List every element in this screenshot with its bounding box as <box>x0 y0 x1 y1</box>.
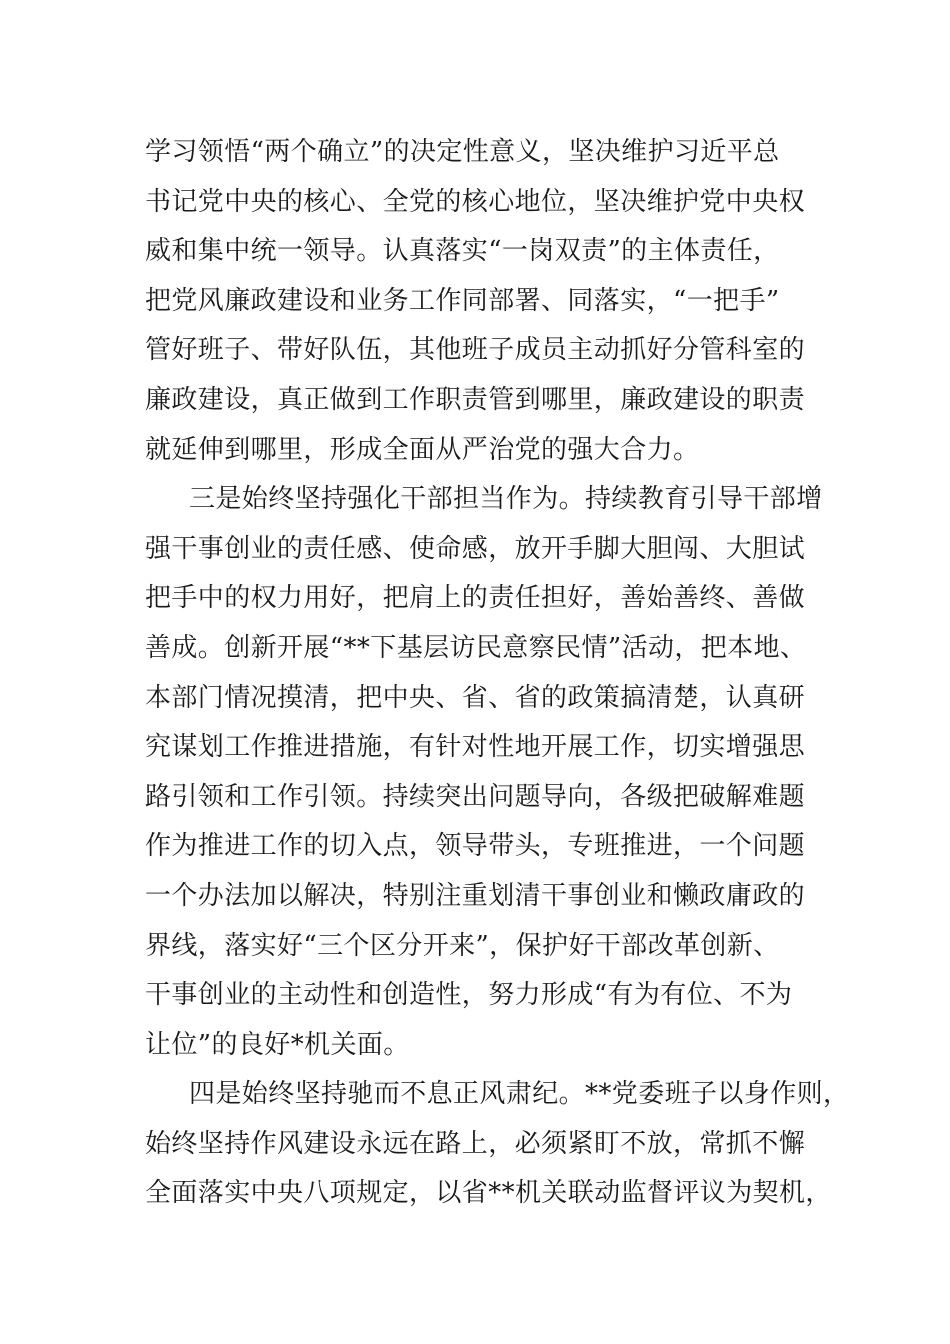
text-line: 强干事创业的责任感、使命感，放开手脚大胆闯、大胆试 <box>145 533 806 564</box>
paragraph-continuation <box>145 128 835 475</box>
text-line: 一个办法加以解决，特别注重划清干事创业和懒政庸政的 <box>145 880 806 911</box>
text-line: 把党风廉政建设和业务工作同部署、同落实，“一把手” <box>145 285 780 316</box>
text-line: 就延伸到哪里，形成全面从严治党的强大合力。 <box>145 434 700 465</box>
text-line: 始终坚持作风建设永远在路上，必须紧盯不放，常抓不懈 <box>145 1128 806 1159</box>
paragraph-cadre-responsibility <box>145 475 835 1070</box>
text-line: 管好班子、带好队伍，其他班子成员主动抓好分管科室的 <box>145 335 806 366</box>
text-line-first: 三是始终坚持强化干部担当作为。持续教育引导干部增 <box>189 484 823 515</box>
text-line: 把手中的权力用好，把肩上的责任担好，善始善终、善做 <box>145 583 806 614</box>
paragraph-discipline <box>145 1070 850 1219</box>
text-line: 书记党中央的核心、全党的核心地位，坚决维护党中央权 <box>145 186 806 217</box>
text-line-first: 四是始终坚持驰而不息正风肃纪。**党委班子以身作则， <box>189 1079 850 1110</box>
text-line: 廉政建设，真正做到工作职责管到哪里，廉政建设的职责 <box>145 384 806 415</box>
text-line: 让位”的良好*机关面。 <box>145 1029 410 1060</box>
text-line: 善成。创新开展“**下基层访民意察民情”活动，把本地、 <box>145 632 807 663</box>
text-line: 学习领悟“两个确立”的决定性意义，坚决维护习近平总 <box>145 137 780 167</box>
text-line: 本部门情况摸清，把中央、省、省的政策搞清楚，认真研 <box>145 682 806 713</box>
text-line: 究谋划工作推进措施，有针对性地开展工作，切实增强思 <box>145 732 806 763</box>
text-line: 干事创业的主动性和创造性，努力形成“有为有位、不为 <box>145 980 793 1011</box>
document-body <box>145 128 850 1219</box>
text-line: 作为推进工作的切入点，领导带头，专班推进，一个问题 <box>145 831 806 862</box>
text-line: 全面落实中央八项规定，以省**机关联动监督评议为契机， <box>145 1178 832 1209</box>
text-line: 界线，落实好“三个区分开来”，保护好干部改革创新、 <box>145 930 780 961</box>
text-line: 路引领和工作引领。持续突出问题导向，各级把破解难题 <box>145 781 806 812</box>
text-line: 威和集中统一领导。认真落实“一岗双责”的主体责任， <box>145 236 780 267</box>
